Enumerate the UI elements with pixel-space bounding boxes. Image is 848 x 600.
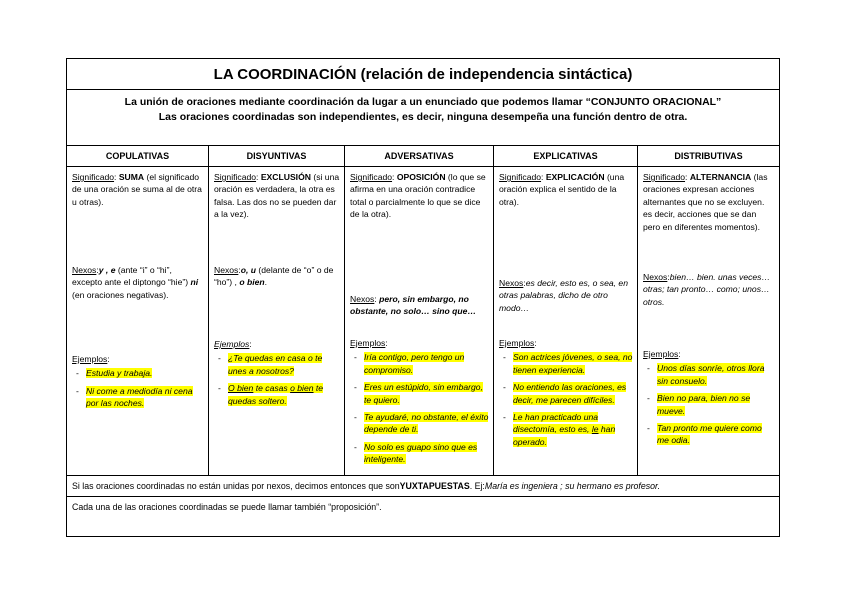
- list-item: - Bien no para, bien no se mueve.: [647, 393, 751, 416]
- significado: Significado: SUMA (el significado de una oración se suma al de otra u otras).: [72, 172, 202, 207]
- note-proposicion: Cada una de las oraciones coordinadas se puede llamar también “proposición”.: [72, 502, 382, 512]
- list-item: - Ni come a mediodía ni cena por las noches.: [76, 385, 193, 409]
- ejemplos-label: Ejemplos: [72, 354, 108, 364]
- list-item: - Eres un estúpido, sin embargo, te quiero.: [354, 382, 483, 405]
- list-item: - O bien te casas o bien te quedas soltero.: [218, 383, 324, 406]
- nexos: Nexos:o, u (delante de “o” o de “ho”) , o bien.: [214, 265, 334, 288]
- column-header: EXPLICATIVAS: [494, 146, 637, 167]
- list-item: - Tan pronto me quiere como me odia.: [647, 423, 762, 446]
- ejemplos: Ejemplos: - ¿Te quedas en casa o te unes a nosotros? - O bien te casas o bien te quedas soltero.: [214, 338, 340, 412]
- list-item: - ¿Te quedas en casa o te unes a nosotros?: [218, 353, 323, 376]
- column-header: DISYUNTIVAS: [209, 146, 344, 167]
- list-item: - Le han practicado una disectomía, esto es, le han operado.: [503, 412, 616, 447]
- page-title: LA COORDINACIÓN (relación de independencia sintáctica): [213, 65, 633, 83]
- significado-label: Significado: [72, 172, 115, 182]
- nexos: Nexos:es decir, esto es, o sea, en otras palabras, dicho de otro modo…: [499, 278, 628, 313]
- note-yuxtapuestas: Si las oraciones coordinadas no están unidas por nexos, decimos entonces que son YUXTAPUESTAS . Ej: María es ingeniera ; su hermano es profesor.: [67, 476, 779, 497]
- title-row: [67, 59, 779, 90]
- column-copulativas: [67, 146, 209, 475]
- list-item: - No solo es guapo sino que es inteligente.: [354, 441, 478, 465]
- ejemplos: Ejemplos: - Estudia y trabaja. - Ni come a mediodía ni cena por las noches.: [72, 353, 204, 415]
- ejemplos: Ejemplos: - Iría contigo, pero tengo un compromiso. - Eres un estúpido, sin embargo, te quiero. - Te ayudaré, no obstante, el éxito depende de ti. - No solo es guapo sino que es inteligente.: [350, 338, 489, 465]
- ejemplos: Ejemplos: - Son actrices jóvenes, o sea, no tienen experiencia. - No entiendo las oraciones, es decir, me parecen difíciles. - Le han practicado una disectomía, esto es, le han operado.: [499, 338, 633, 447]
- ejemplos: Ejemplos: - Unos días sonríe, otros llora sin consuelo. - Bien no para, bien no se mueve. - Tan pronto me quiere como me odia.: [643, 348, 775, 452]
- list-item: - Unos días sonríe, otros llora sin consuelo.: [647, 363, 765, 386]
- intro-line-2: Las oraciones coordinadas son independientes, es decir, ninguna desempeña una función dentro de otra.: [158, 111, 688, 123]
- column-header: COPULATIVAS: [67, 146, 208, 167]
- list-item: - No entiendo las oraciones, es decir, me parecen difíciles.: [503, 382, 627, 405]
- significado: Significado: EXPLICACIÓN (una oración explica el sentido de la otra).: [499, 172, 625, 207]
- list-item: - Iría contigo, pero tengo un compromiso.: [354, 352, 465, 375]
- significado-text: (el significado de una oración se suma al de otra u otras).: [72, 172, 202, 207]
- list-item: - Te ayudaré, no obstante, el éxito depende de ti.: [354, 412, 489, 435]
- columns-grid: [67, 146, 779, 476]
- list-item: - Estudia y trabaja.: [76, 368, 153, 379]
- intro-line-1: La unión de oraciones mediante coordinación da lugar a un enunciado que podemos llamar “CONJUNTO ORACIONAL”: [124, 96, 722, 108]
- list-item: - Son actrices jóvenes, o sea, no tienen experiencia.: [503, 352, 633, 375]
- nexos-label: Nexos: [72, 265, 97, 275]
- column-adversativas: [345, 146, 494, 475]
- nexos: Nexos: pero, sin embargo, no obstante, no solo… sino que…: [350, 294, 477, 317]
- significado: Significado: EXCLUSIÓN (si una oración es verdadera, la otra es falsa. Las dos no se pueden dar a la vez).: [214, 172, 340, 220]
- column-distributivas: [638, 146, 779, 475]
- column-header: DISTRIBUTIVAS: [638, 146, 779, 167]
- column-explicativas: [494, 146, 638, 475]
- column-header: ADVERSATIVAS: [345, 146, 493, 167]
- nexos: Nexos:y , e (ante “i” o “hi”, excepto ante el diptongo “hie”) ni (en oraciones negativas).: [72, 265, 199, 300]
- column-disyuntivas: [209, 146, 345, 475]
- intro-row: [67, 90, 779, 146]
- significado-value: SUMA: [118, 172, 145, 182]
- nexos: Nexos:bien… bien. unas veces… otras; tan pronto… como; unos… otros.: [643, 272, 771, 307]
- significado: Significado: OPOSICIÓN (lo que se afirma en una oración contradice total o parcialmente lo que se dice de la otra).: [350, 172, 486, 220]
- significado: Significado: ALTERNANCIA (las oraciones expresan acciones alternantes que no se excluyen. es decir, acciones que se dan pero en diferentes momentos).: [643, 172, 768, 232]
- coordination-table: [66, 58, 780, 537]
